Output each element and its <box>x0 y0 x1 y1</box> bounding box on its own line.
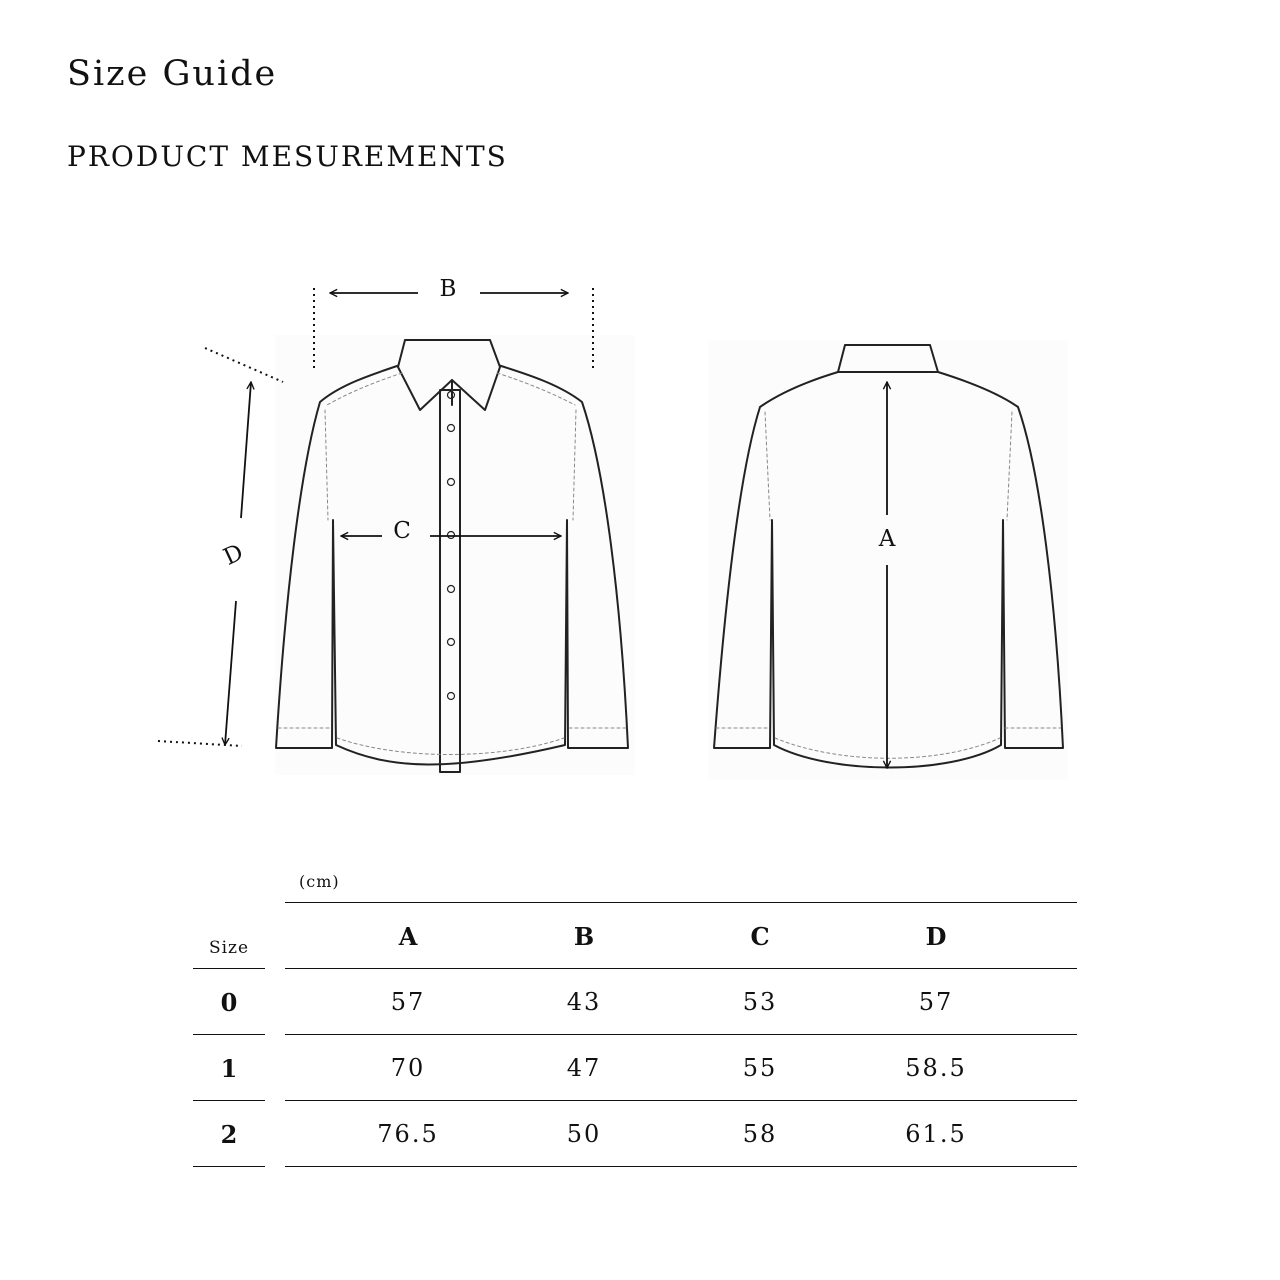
table-cell: 58.5 <box>905 1054 967 1082</box>
table-rule <box>193 1100 265 1101</box>
column-header-a: A <box>398 922 418 951</box>
table-cell: 50 <box>566 1120 602 1148</box>
table-cell: 58 <box>742 1120 778 1148</box>
table-cell: 55 <box>742 1054 778 1082</box>
table-cell: 57 <box>390 988 426 1016</box>
unit-label: (cm) <box>299 872 340 891</box>
front-shirt-illustration <box>275 335 635 775</box>
column-header-b: B <box>573 922 595 951</box>
table-rule <box>285 968 1077 969</box>
table-rule <box>285 1034 1077 1035</box>
table-rule <box>285 1100 1077 1101</box>
measure-b-label: B <box>439 276 457 302</box>
measure-d-arrow-down <box>225 601 236 745</box>
row-size-label: 0 <box>220 988 238 1017</box>
table-cell: 43 <box>566 988 602 1016</box>
section-subtitle: PRODUCT MESUREMENTS <box>67 140 508 173</box>
column-header-c: C <box>750 922 770 951</box>
table-rule <box>285 1166 1077 1167</box>
measure-d-label: D <box>219 539 248 571</box>
column-header-d: D <box>925 922 947 951</box>
table-rule-top <box>285 902 1077 903</box>
measure-d-arrow-up <box>241 382 251 518</box>
row-size-label: 1 <box>220 1054 238 1083</box>
table-cell: 70 <box>390 1054 426 1082</box>
measure-c-label: C <box>393 518 411 544</box>
measure-a-label: A <box>878 526 896 552</box>
table-rule <box>193 968 265 969</box>
size-column-header: Size <box>208 938 250 958</box>
row-size-label: 2 <box>220 1120 238 1149</box>
table-cell: 47 <box>566 1054 602 1082</box>
table-cell: 76.5 <box>377 1120 439 1148</box>
table-cell: 61.5 <box>905 1120 967 1148</box>
table-rule <box>193 1034 265 1035</box>
back-shirt-illustration <box>708 340 1068 780</box>
table-cell: 53 <box>742 988 778 1016</box>
table-cell: 57 <box>918 988 954 1016</box>
table-rule <box>193 1166 265 1167</box>
page-title: Size Guide <box>67 54 278 94</box>
